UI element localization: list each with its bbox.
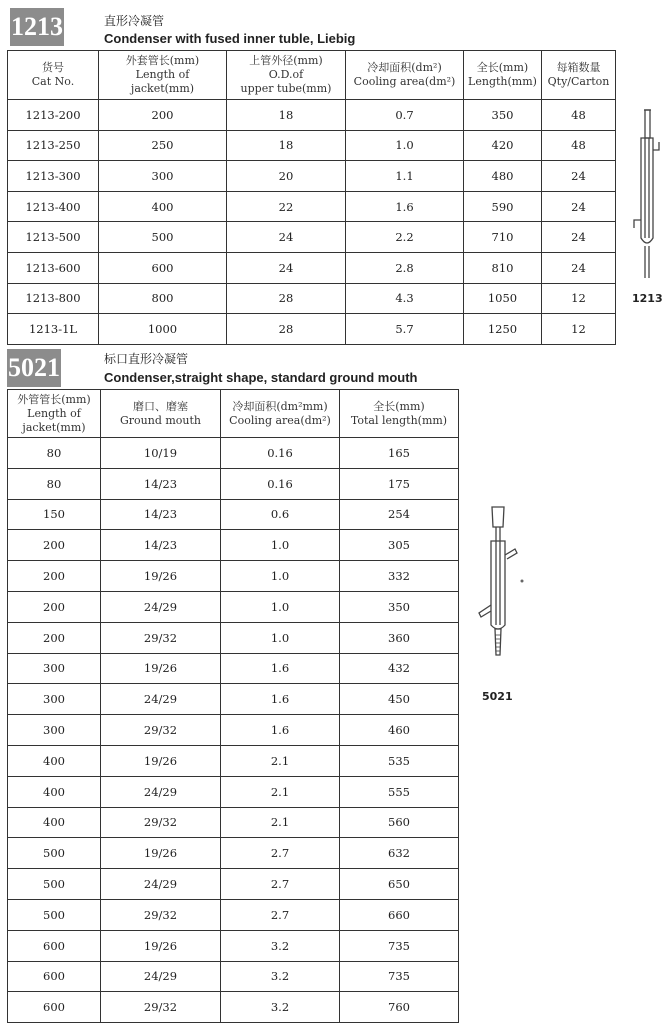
- table-cell: 2.1: [221, 745, 340, 776]
- table-cell: 1.6: [221, 715, 340, 746]
- table-cell: 500: [8, 869, 101, 900]
- table-cell: 0.16: [221, 438, 340, 469]
- column-header: [8, 51, 99, 100]
- table-cell: 250: [99, 130, 227, 161]
- column-header: [221, 390, 340, 438]
- table-cell: 332: [340, 561, 459, 592]
- table-row: [8, 314, 616, 345]
- table-row: [8, 438, 459, 469]
- column-header: [340, 390, 459, 438]
- column-header-line: 全长(mm): [476, 61, 529, 74]
- table-cell: 1250: [464, 314, 542, 345]
- table-cell: 555: [340, 776, 459, 807]
- table-row: [8, 130, 616, 161]
- column-header-line: Ground mouth: [119, 413, 202, 427]
- table-cell: 810: [464, 252, 542, 283]
- table-cell: 22: [227, 191, 346, 222]
- table-cell: 500: [8, 838, 101, 869]
- column-header-line: Total length(mm): [350, 413, 448, 427]
- table-row: [8, 499, 459, 530]
- column-header-line: Qty/Carton: [547, 75, 610, 88]
- table-cell: 600: [8, 961, 101, 992]
- table-cell: 80: [8, 438, 101, 469]
- table-cell: 254: [340, 499, 459, 530]
- table-row: [8, 838, 459, 869]
- table-cell: 24: [542, 222, 616, 253]
- table-row: [8, 807, 459, 838]
- table-cell: 18: [227, 130, 346, 161]
- table-cell: 28: [227, 283, 346, 314]
- table-cell: 400: [8, 776, 101, 807]
- table-cell: 2.1: [221, 776, 340, 807]
- table-cell: 760: [340, 992, 459, 1023]
- table-cell: 19/26: [101, 561, 221, 592]
- table-cell: 19/26: [101, 745, 221, 776]
- column-header-line: 冷却面积(dm²mm): [232, 399, 328, 413]
- table-cell: 2.2: [346, 222, 464, 253]
- table-cell: 800: [99, 283, 227, 314]
- table-cell: 0.16: [221, 468, 340, 499]
- table-row: [8, 776, 459, 807]
- table-row: [8, 961, 459, 992]
- catalog-badge-1213: 1213: [10, 8, 64, 46]
- section-title-en: Condenser,straight shape, standard ground mouth: [104, 370, 418, 385]
- section-title-cn: 标口直形冷凝管: [104, 352, 189, 366]
- table-cell: 735: [340, 930, 459, 961]
- table-cell: 200: [8, 591, 101, 622]
- table-row: [8, 869, 459, 900]
- table-cell: 20: [227, 161, 346, 192]
- table-cell: 24/29: [101, 869, 221, 900]
- column-header-line: 上管外径(mm): [249, 54, 323, 67]
- table-row: [8, 561, 459, 592]
- table-cell: 24: [542, 161, 616, 192]
- table-cell: 660: [340, 899, 459, 930]
- table-cell: 600: [8, 930, 101, 961]
- column-header-line: 全长(mm): [373, 399, 425, 413]
- table-cell: 1.0: [346, 130, 464, 161]
- figure-label-5021: 5021: [482, 690, 513, 703]
- table-cell: 2.7: [221, 869, 340, 900]
- table-cell: 1.0: [221, 591, 340, 622]
- table-cell: 150: [8, 499, 101, 530]
- table-row: [8, 252, 616, 283]
- column-header-line: 磨口、磨塞: [133, 399, 188, 413]
- table-cell: 19/26: [101, 930, 221, 961]
- table-cell: 1.0: [221, 622, 340, 653]
- table-cell: 1213-400: [8, 191, 99, 222]
- table-cell: 1050: [464, 283, 542, 314]
- table-cell: 14/23: [101, 499, 221, 530]
- table-header-row: [8, 390, 459, 438]
- table-cell: 420: [464, 130, 542, 161]
- table-cell: 28: [227, 314, 346, 345]
- table-row: [8, 745, 459, 776]
- table-cell: 5.7: [346, 314, 464, 345]
- column-header-line: 每箱数量: [556, 61, 601, 74]
- column-header-line: 外管管长(mm): [17, 392, 91, 406]
- table-cell: 300: [8, 684, 101, 715]
- table-cell: 1213-800: [8, 283, 99, 314]
- table-cell: 350: [340, 591, 459, 622]
- column-header: [227, 51, 346, 100]
- table-row: [8, 653, 459, 684]
- column-header: [101, 390, 221, 438]
- table-cell: 1213-600: [8, 252, 99, 283]
- table-cell: 24: [542, 191, 616, 222]
- table-cell: 4.3: [346, 283, 464, 314]
- table-cell: 29/32: [101, 715, 221, 746]
- table-row: [8, 191, 616, 222]
- table-cell: 29/32: [101, 622, 221, 653]
- catalog-badge-5021: 5021: [7, 349, 61, 387]
- section-title-cn: 直形冷凝管: [104, 14, 165, 28]
- column-header: [346, 51, 464, 100]
- table-cell: 200: [99, 100, 227, 131]
- table-cell: 360: [340, 622, 459, 653]
- table-row: [8, 283, 616, 314]
- table-cell: 2.7: [221, 838, 340, 869]
- table-cell: 200: [8, 622, 101, 653]
- table-row: [8, 591, 459, 622]
- table-cell: 24/29: [101, 776, 221, 807]
- table-row: [8, 684, 459, 715]
- table-cell: 12: [542, 314, 616, 345]
- table-cell: 2.7: [221, 899, 340, 930]
- column-header-line: Length of: [27, 406, 81, 420]
- table-cell: 48: [542, 130, 616, 161]
- table-row: [8, 468, 459, 499]
- column-header-line: jacket(mm): [22, 420, 86, 434]
- figure-label-1213: 1213: [632, 292, 663, 305]
- column-header: [542, 51, 616, 100]
- table-cell: 24: [227, 222, 346, 253]
- table-cell: 3.2: [221, 930, 340, 961]
- table-cell: 80: [8, 468, 101, 499]
- table-cell: 14/23: [101, 468, 221, 499]
- table-cell: 1.0: [221, 561, 340, 592]
- table-row: [8, 715, 459, 746]
- condenser-1213-drawing: [628, 108, 664, 280]
- table-row: [8, 100, 616, 131]
- table-row: [8, 622, 459, 653]
- table-cell: 1.1: [346, 161, 464, 192]
- table-cell: 1213-200: [8, 100, 99, 131]
- table-cell: 24/29: [101, 961, 221, 992]
- table-cell: 432: [340, 653, 459, 684]
- spec-table-1213: [7, 50, 616, 345]
- section-title-en: Condenser with fused inner tuble, Liebig: [104, 31, 356, 46]
- column-header-line: jacket(mm): [130, 82, 195, 95]
- table-cell: 0.6: [221, 499, 340, 530]
- table-cell: 350: [464, 100, 542, 131]
- table-cell: 175: [340, 468, 459, 499]
- condenser-5021-drawing: [470, 505, 530, 667]
- spec-table-5021: [7, 389, 459, 1023]
- table-cell: 29/32: [101, 807, 221, 838]
- table-cell: 460: [340, 715, 459, 746]
- table-row: [8, 161, 616, 192]
- table-cell: 500: [8, 899, 101, 930]
- table-header-row: [8, 51, 616, 100]
- table-cell: 1.6: [221, 653, 340, 684]
- table-cell: 300: [99, 161, 227, 192]
- column-header-line: upper tube(mm): [240, 82, 332, 95]
- column-header-line: 外套管长(mm): [125, 54, 200, 67]
- table-cell: 3.2: [221, 992, 340, 1023]
- column-header-line: Length of: [135, 68, 190, 81]
- table-cell: 590: [464, 191, 542, 222]
- table-cell: 24/29: [101, 684, 221, 715]
- table-cell: 400: [8, 807, 101, 838]
- table-cell: 29/32: [101, 992, 221, 1023]
- table-cell: 200: [8, 561, 101, 592]
- table-cell: 48: [542, 100, 616, 131]
- table-cell: 450: [340, 684, 459, 715]
- column-header-line: 货号: [42, 61, 64, 74]
- table-cell: 0.7: [346, 100, 464, 131]
- column-header: [99, 51, 227, 100]
- column-header: [464, 51, 542, 100]
- table-cell: 300: [8, 715, 101, 746]
- table-cell: 500: [99, 222, 227, 253]
- table-cell: 735: [340, 961, 459, 992]
- table-cell: 24: [542, 252, 616, 283]
- table-cell: 632: [340, 838, 459, 869]
- table-cell: 29/32: [101, 899, 221, 930]
- table-cell: 24/29: [101, 591, 221, 622]
- table-cell: 3.2: [221, 961, 340, 992]
- table-cell: 1213-250: [8, 130, 99, 161]
- column-header-line: O.D.of: [268, 68, 304, 81]
- table-cell: 600: [99, 252, 227, 283]
- table-cell: 2.8: [346, 252, 464, 283]
- table-cell: 24: [227, 252, 346, 283]
- table-cell: 480: [464, 161, 542, 192]
- column-header-line: Cooling area(dm²): [353, 75, 456, 88]
- table-cell: 12: [542, 283, 616, 314]
- table-cell: 165: [340, 438, 459, 469]
- column-header-line: Cat No.: [31, 75, 75, 88]
- table-cell: 1.0: [221, 530, 340, 561]
- table-cell: 535: [340, 745, 459, 776]
- table-cell: 710: [464, 222, 542, 253]
- table-cell: 305: [340, 530, 459, 561]
- table-cell: 400: [8, 745, 101, 776]
- table-row: [8, 899, 459, 930]
- column-header: [8, 390, 101, 438]
- table-cell: 560: [340, 807, 459, 838]
- table-cell: 650: [340, 869, 459, 900]
- table-cell: 10/19: [101, 438, 221, 469]
- table-cell: 600: [8, 992, 101, 1023]
- table-cell: 200: [8, 530, 101, 561]
- column-header-line: Cooling area(dm²): [229, 413, 331, 427]
- table-cell: 1213-300: [8, 161, 99, 192]
- table-cell: 2.1: [221, 807, 340, 838]
- table-row: [8, 530, 459, 561]
- table-cell: 400: [99, 191, 227, 222]
- table-cell: 1213-1L: [8, 314, 99, 345]
- table-cell: 1.6: [346, 191, 464, 222]
- column-header-line: Length(mm): [468, 75, 537, 88]
- table-cell: 1.6: [221, 684, 340, 715]
- table-row: [8, 222, 616, 253]
- column-header-line: 冷却面积(dm²): [367, 61, 442, 74]
- table-cell: 14/23: [101, 530, 221, 561]
- table-row: [8, 992, 459, 1023]
- table-row: [8, 930, 459, 961]
- table-cell: 18: [227, 100, 346, 131]
- table-cell: 19/26: [101, 838, 221, 869]
- table-cell: 1000: [99, 314, 227, 345]
- table-cell: 300: [8, 653, 101, 684]
- table-cell: 19/26: [101, 653, 221, 684]
- table-cell: 1213-500: [8, 222, 99, 253]
